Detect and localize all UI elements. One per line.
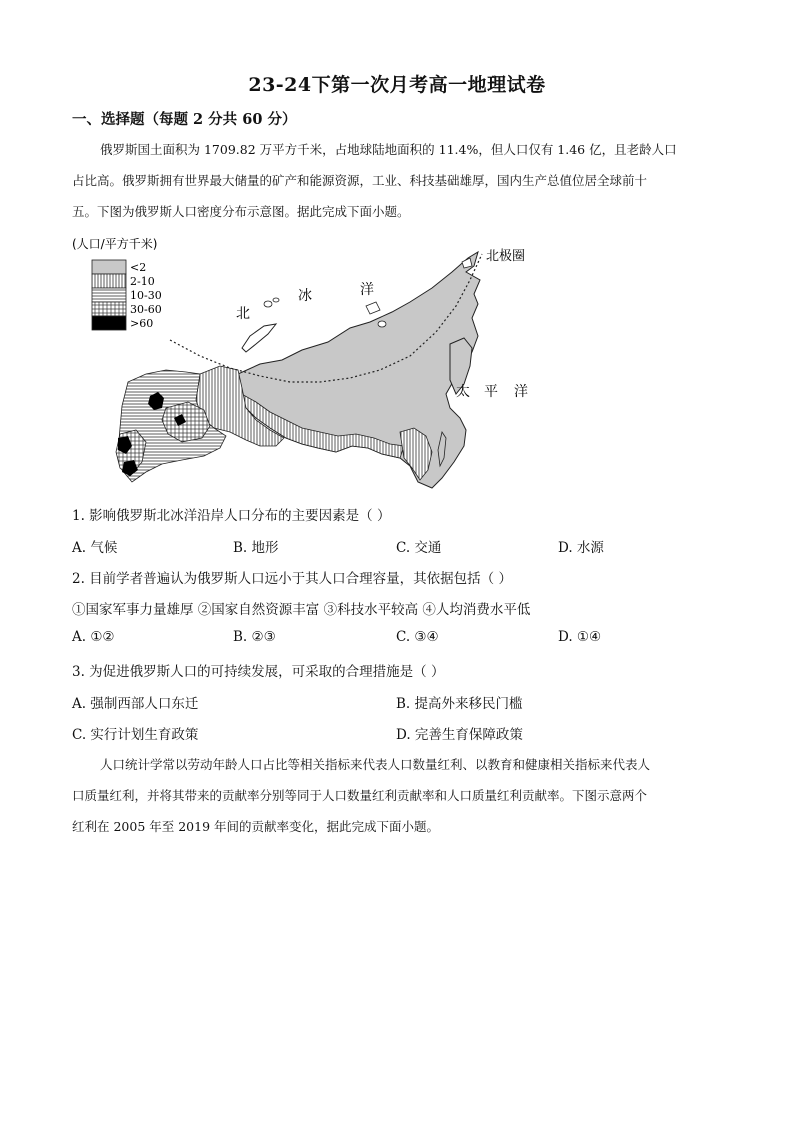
- q1-option-c[interactable]: C. 交通: [396, 540, 442, 556]
- legend-swatch-gt60: [92, 316, 126, 330]
- russia-population-density-map: [70, 232, 550, 494]
- q1-option-d[interactable]: D. 水源: [558, 540, 604, 556]
- passage2-line3: 红利在 2005 年至 2019 年间的贡献率变化，据此完成下面小题。: [72, 819, 440, 834]
- franz-josef-island-2: [273, 298, 279, 302]
- legend-label-4: 30-60: [130, 303, 162, 316]
- question-1-stem: 1. 影响俄罗斯北冰洋沿岸人口分布的主要因素是（ ）: [72, 508, 391, 524]
- exam-title: 23-24下第一次月考高一地理试卷: [248, 74, 546, 96]
- section-heading: 一、选择题（每题 2 分共 60 分）: [72, 111, 297, 128]
- new-siberian-islands: [462, 258, 472, 268]
- q3-option-c[interactable]: C. 实行计划生育政策: [72, 727, 199, 743]
- severnaya-zemlya: [366, 302, 380, 314]
- q2-option-d[interactable]: D. ①④: [558, 629, 602, 645]
- island-small-1: [378, 321, 386, 327]
- question-3-stem: 3. 为促进俄罗斯人口的可持续发展，可采取的合理措施是（ ）: [72, 664, 445, 680]
- label-pacific-3: 洋: [514, 384, 528, 400]
- legend-swatch-lt2: [92, 260, 126, 274]
- q1-option-b[interactable]: B. 地形: [233, 540, 279, 556]
- q3-option-d[interactable]: D. 完善生育保障政策: [396, 727, 523, 743]
- q1-option-a[interactable]: A. 气候: [72, 540, 118, 556]
- legend-swatch-10-30: [92, 288, 126, 302]
- label-pacific-1: 太: [456, 384, 470, 400]
- legend-label-3: 10-30: [130, 289, 162, 302]
- label-arctic-ocean-1: 北: [236, 306, 250, 322]
- q3-option-b[interactable]: B. 提高外来移民门槛: [396, 696, 523, 712]
- legend-label-5: >60: [130, 317, 154, 330]
- label-arctic-circle: 北极圈: [486, 249, 526, 264]
- label-pacific-2: 平: [484, 384, 498, 400]
- q2-option-c[interactable]: C. ③④: [396, 629, 439, 645]
- question-2-stem: 2. 目前学者普遍认为俄罗斯人口远小于其人口合理容量，其依据包括（ ）: [72, 571, 512, 587]
- legend-swatch-2-10: [92, 274, 126, 288]
- label-arctic-ocean-2: 冰: [298, 288, 312, 304]
- q2-option-a[interactable]: A. ①②: [72, 629, 115, 645]
- legend-label-1: <2: [130, 261, 147, 274]
- map-legend: [92, 260, 162, 330]
- passage2-line2: 口质量红利，并将其带来的贡献率分别等同于人口数量红利贡献率和人口质量红利贡献率。下图示意两个: [72, 788, 648, 803]
- q3-option-a[interactable]: A. 强制西部人口东迁: [72, 696, 199, 712]
- legend-label-2: 2-10: [130, 275, 155, 288]
- franz-josef-island-1: [264, 301, 272, 307]
- question-2-statements: ①国家军事力量雄厚 ②国家自然资源丰富 ③科技水平较高 ④人均消费水平低: [72, 602, 531, 618]
- passage1-line1: 俄罗斯国土面积为 1709.82 万平方千米，占地球陆地面积的 11.4%，但人口仅有 1.46 亿，且老龄人口: [100, 142, 677, 157]
- q2-option-b[interactable]: B. ②③: [233, 629, 276, 645]
- label-arctic-ocean-3: 洋: [360, 282, 374, 298]
- legend-swatch-30-60: [92, 302, 126, 316]
- passage1-line2: 占比高。俄罗斯拥有世界最大储量的矿产和能源资源，工业、科技基础雄厚，国内生产总值位居全球前十: [72, 173, 648, 188]
- passage1-line3: 五。下图为俄罗斯人口密度分布示意图。据此完成下面小题。: [72, 204, 410, 219]
- novaya-zemlya: [242, 324, 276, 352]
- legend-title: (人口/平方千米): [72, 237, 158, 251]
- passage2-line1: 人口统计学常以劳动年龄人口占比等相关指标来代表人口数量红利、以教育和健康相关指标来代表人: [100, 757, 651, 772]
